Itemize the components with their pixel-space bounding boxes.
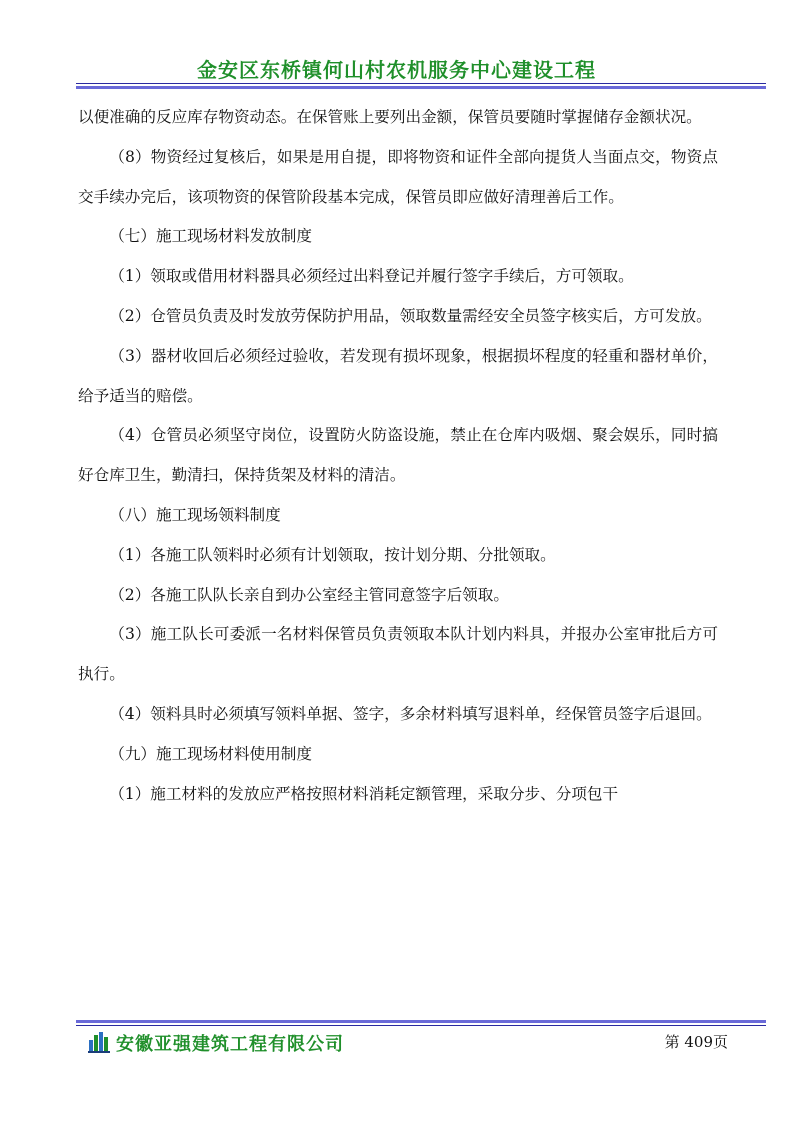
footer-rule-bottom: [76, 1025, 766, 1026]
document-body: [78, 98, 718, 814]
paragraph: （1）施工材料的发放应严格按照材料消耗定额管理，采取分步、分项包干: [109, 784, 619, 803]
header-rule-bottom: [76, 86, 766, 89]
header-rule-top: [76, 83, 766, 84]
page-number: 第 409页: [664, 1033, 728, 1051]
company-building-logo-icon: [88, 1031, 110, 1053]
paragraph: （1）领取或借用材料器具必须经过出料登记并履行签字手续后，方可领取。: [109, 267, 634, 286]
paragraph: （8）物资经过复核后，如果是用自提，即将物资和证件全部向提货人当面点交，物资点交手续办完后，该项物资的保管阶段基本完成，保管员即应做好清理善后工作。: [78, 147, 718, 206]
footer-company-name: 安徽亚强建筑工程有限公司: [116, 1034, 344, 1055]
document-header-title: 金安区东桥镇何山村农机服务中心建设工程: [197, 58, 596, 82]
paragraph: （2）仓管员负责及时发放劳保防护用品，领取数量需经安全员签字核实后，方可发放。: [109, 306, 712, 325]
section-heading: （七）施工现场材料发放制度: [109, 227, 312, 246]
page-footer: [88, 1030, 728, 1056]
paragraph: （2）各施工队队长亲自到办公室经主管同意签字后领取。: [109, 585, 509, 604]
footer-rule-top: [76, 1020, 766, 1023]
paragraph: （4）领料具时必须填写领料单据、签字，多余材料填写退料单，经保管员签字后退回。: [109, 704, 712, 723]
paragraph: （3）器材收回后必须经过验收，若发现有损坏现象，根据损坏程度的轻重和器材单价，给予适当的赔偿。: [78, 346, 718, 405]
section-heading: （九）施工现场材料使用制度: [109, 744, 312, 763]
paragraph: （4）仓管员必须坚守岗位，设置防火防盗设施，禁止在仓库内吸烟、聚会娱乐，同时搞好仓库卫生，勤清扫，保持货架及材料的清洁。: [78, 426, 718, 485]
paragraph: （3）施工队长可委派一名材料保管员负责领取本队计划内料具，并报办公室审批后方可执行。: [78, 625, 718, 684]
paragraph: （1）各施工队领料时必须有计划领取，按计划分期、分批领取。: [109, 545, 556, 564]
paragraph: 以便准确的反应库存物资动态。在保管账上要列出金额，保管员要随时掌握储存金额状况。: [78, 108, 702, 126]
section-heading: （八）施工现场领料制度: [109, 505, 281, 524]
